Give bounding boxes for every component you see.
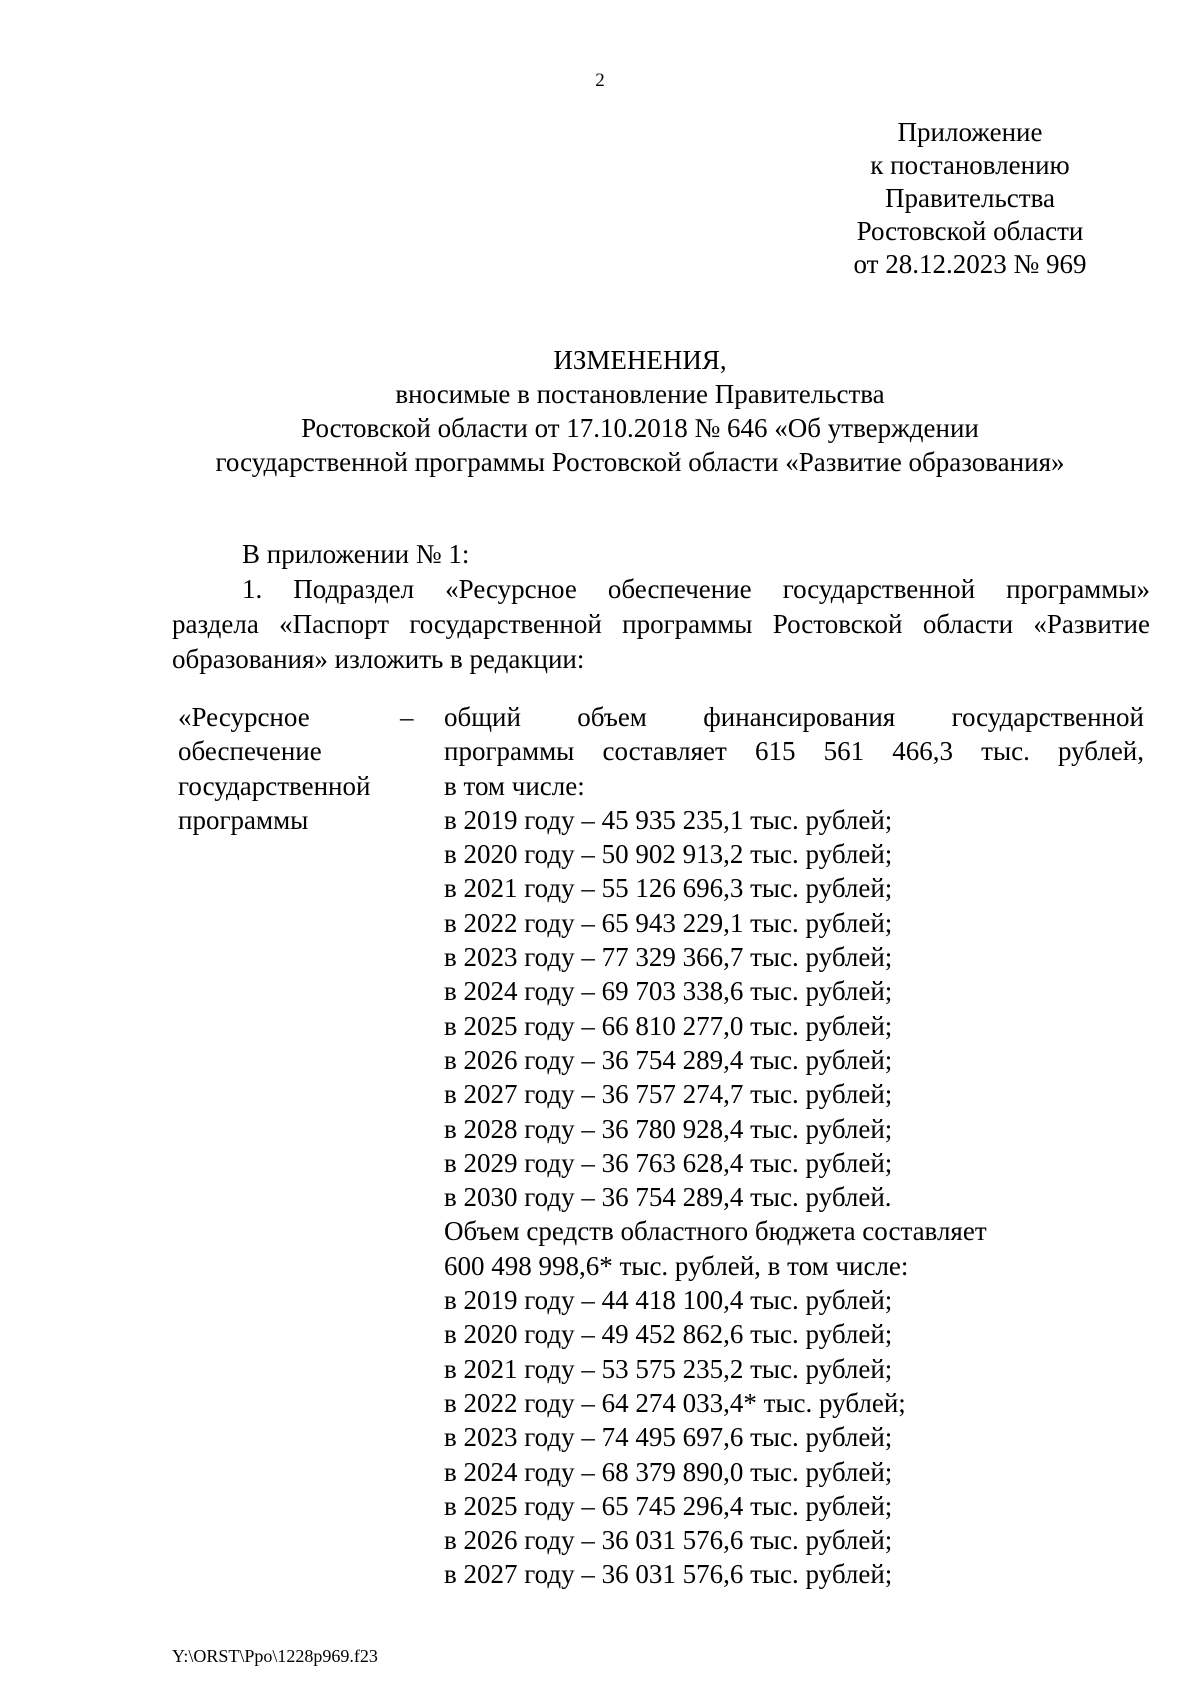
body-text (172, 537, 1150, 677)
page-number: 2 (595, 70, 605, 91)
right-line: в 2028 году – 36 780 928,4 тыс. рублей; (444, 1113, 893, 1144)
right-line: в 2025 году – 66 810 277,0 тыс. рублей; (444, 1010, 893, 1041)
title-line: вносимые в постановление Правительства (395, 379, 885, 409)
right-line: в 2019 году – 44 418 100,4 тыс. рублей; (444, 1285, 893, 1316)
right-line: 600 498 998,6* тыс. рублей, в том числе: (444, 1250, 909, 1281)
left-line: «Ресурсное (178, 702, 310, 732)
appendix-line: от 28.12.2023 № 969 (853, 249, 1087, 279)
appendix-line: Приложение (897, 117, 1043, 147)
appendix-line: Правительства (885, 183, 1055, 213)
left-line: программы (178, 804, 309, 835)
right-line: в 2026 году – 36 754 289,4 тыс. рублей; (444, 1044, 893, 1075)
right-line: в 2022 году – 65 943 229,1 тыс. рублей; (444, 907, 893, 938)
right-line: в 2024 году – 68 379 890,0 тыс. рублей; (444, 1456, 893, 1487)
right-line: в 2020 году – 50 902 913,2 тыс. рублей; (444, 839, 893, 870)
intro-paragraph: В приложении № 1: (242, 539, 470, 569)
right-line: в 2020 году – 49 452 862,6 тыс. рублей; (444, 1319, 893, 1350)
right-line: в 2024 году – 69 703 338,6 тыс. рублей; (444, 976, 893, 1007)
appendix-line: Ростовской области (856, 216, 1084, 246)
item1-line: 1. Подраздел «Ресурсное обеспечение государственной программы» (242, 574, 1150, 604)
right-line: в том числе: (444, 770, 585, 801)
right-line: в 2022 году – 64 274 033,4* тыс. рублей; (444, 1387, 906, 1418)
table-left-column (178, 700, 428, 837)
table-right-column (444, 700, 1144, 1592)
table-dash: – (400, 702, 414, 732)
title-line: государственной программы Ростовской области «Развитие образования» (215, 447, 1065, 477)
right-line: в 2021 году – 53 575 235,2 тыс. рублей; (444, 1353, 893, 1384)
document-title (160, 343, 1120, 479)
right-line: в 2030 году – 36 754 289,4 тыс. рублей. (444, 1182, 892, 1213)
title-heading: ИЗМЕНЕНИЯ, (553, 345, 727, 375)
right-line: в 2019 году – 45 935 235,1 тыс. рублей; (444, 804, 893, 835)
right-line: в 2025 году – 65 745 296,4 тыс. рублей; (444, 1490, 893, 1521)
item1-line: раздела «Паспорт государственной программы Ростовской области «Развитие (172, 609, 1150, 639)
right-line: в 2021 году – 55 126 696,3 тыс. рублей; (444, 873, 893, 904)
item1-line: образования» изложить в редакции: (172, 644, 585, 674)
left-line: обеспечение (178, 736, 322, 767)
right-line: в 2029 году – 36 763 628,4 тыс. рублей; (444, 1147, 893, 1178)
right-line: Объем средств областного бюджета составляет (444, 1216, 987, 1247)
appendix-line: к постановлению (870, 150, 1070, 180)
right-line: в 2027 году – 36 031 576,6 тыс. рублей; (444, 1559, 893, 1590)
left-line: государственной (178, 770, 371, 801)
right-line: общий объем финансирования государственной (444, 702, 1144, 732)
file-path-footer: Y:\ORST\Ppo\1228p969.f23 (172, 1646, 378, 1666)
right-line: программы составляет 615 561 466,3 тыс. рублей, (444, 736, 1144, 767)
right-line: в 2027 году – 36 757 274,7 тыс. рублей; (444, 1079, 893, 1110)
appendix-block (820, 116, 1120, 281)
title-line: Ростовской области от 17.10.2018 № 646 «Об утверждении (301, 413, 979, 443)
right-line: в 2026 году – 36 031 576,6 тыс. рублей; (444, 1525, 893, 1556)
right-line: в 2023 году – 77 329 366,7 тыс. рублей; (444, 942, 893, 973)
right-line: в 2023 году – 74 495 697,6 тыс. рублей; (444, 1422, 893, 1453)
